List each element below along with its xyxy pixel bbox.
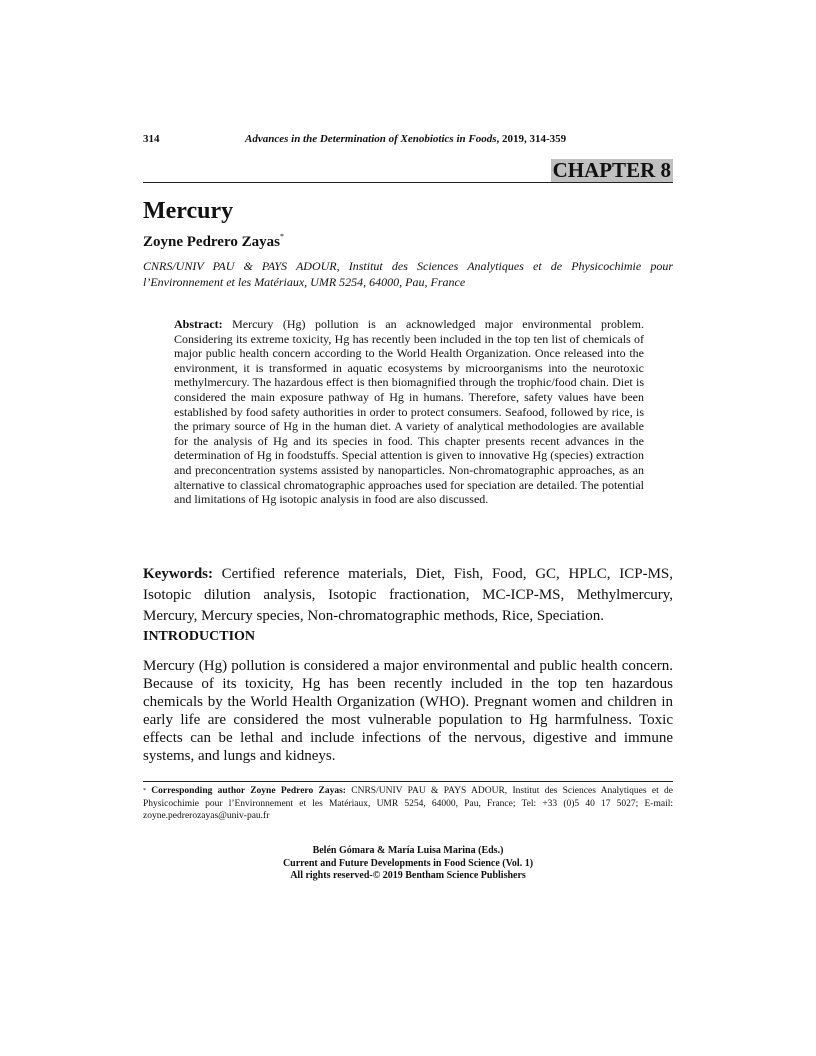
abstract-text: Mercury (Hg) pollution is an acknowledged major environmental problem. Considering its extreme toxicity, Hg has recently been included in the top ten list of chemicals of major public health concern according to the World Health Organization. Once released into the environment, it is transformed in aquatic ecosystems by microorganisms into the neurotoxic methylmercury. The hazardous effect is then biomagnified through the trophic/food chain. Diet is considered the main exposure pathway of Hg in humans. Therefore, safety values have been established by food safety authorities in order to protect consumers. Seafood, followed by rice, is the primary source of Hg in the human diet. A variety of analytical methodologies are available for the analysis of Hg and its species in food. This chapter presents recent advances in the determination of Hg in foodstuffs. Special attention is given to innovative Hg (species) extraction and preconcentration systems assisted by nanoparticles. Non-chromatographic approaches, as an alternative to classical chromatographic approaches used for speciation are detailed. The potential and limitations of Hg isotopic analysis in food are also discussed.: [174, 317, 644, 507]
journal-year-pages: , 2019, 314-359: [496, 133, 567, 145]
author: [143, 234, 284, 251]
journal-citation: [245, 133, 566, 145]
colophon-rights: All rights reserved-© 2019 Bentham Science Publishers: [290, 870, 526, 881]
section-heading-introduction: INTRODUCTION: [143, 629, 256, 644]
author-footnote-marker[interactable]: *: [279, 232, 284, 241]
journal-title: Advances in the Determination of Xenobiotics in Foods: [245, 133, 497, 145]
chapter-title: Mercury: [143, 198, 234, 224]
affiliation: CNRS/UNIV PAU & PAYS ADOUR, Institut des Sciences Analytiques et de Physicochimie pour l’Environnement et les Matériaux, UMR 5254, 64000, Pau, France: [143, 259, 673, 289]
author-name: Zoyne Pedrero Zayas: [143, 234, 280, 250]
footnote-rule: [143, 781, 673, 782]
keywords: [143, 564, 673, 627]
footnote: [143, 785, 673, 823]
colophon-series: Current and Future Developments in Food Science (Vol. 1): [282, 857, 534, 869]
keywords-text: Certified reference materials, Diet, Fish, Food, GC, HPLC, ICP-MS, Isotopic dilution analysis, Isotopic fractionation, MC-ICP-MS, Methylmercury, Mercury, Mercury species, Non-chromatographic methods, Rice, Speciation.: [143, 566, 673, 624]
abstract: [174, 317, 644, 507]
keywords-label: Keywords:: [143, 566, 213, 582]
colophon-editors: Belén Gómara & María Luisa Marina (Eds.): [312, 845, 504, 856]
abstract-label: Abstract:: [174, 317, 223, 331]
footnote-marker: *: [143, 788, 146, 794]
header-rule: [143, 182, 673, 183]
footnote-text: CNRS/UNIV PAU & PAYS ADOUR, Institut des Sciences Analytiques et de Physicochimie pour l’Environnement et les Matériaux, UMR 5254, 64000, Pau, France; Tel: +33 (0)5 40 17 5027; E-mail: zoyne.pedrerozayas@univ-pau.fr: [143, 786, 673, 821]
page-number: 314: [143, 133, 160, 145]
introduction-paragraph: Mercury (Hg) pollution is considered a major environmental and public health concern. Because of its toxicity, Hg has been recently included in the top ten hazardous chemicals by the World Health Organization (WHO). Pregnant women and children in early life are considered the most vulnerable population to Hg harmfulness. Toxic effects can be lethal and include infections of the nervous, digestive and immune systems, and lungs and kidneys.: [143, 658, 673, 764]
footnote-label: Corresponding author Zoyne Pedrero Zayas:: [146, 786, 346, 796]
colophon: [143, 845, 673, 883]
chapter-label: CHAPTER 8: [552, 158, 671, 182]
